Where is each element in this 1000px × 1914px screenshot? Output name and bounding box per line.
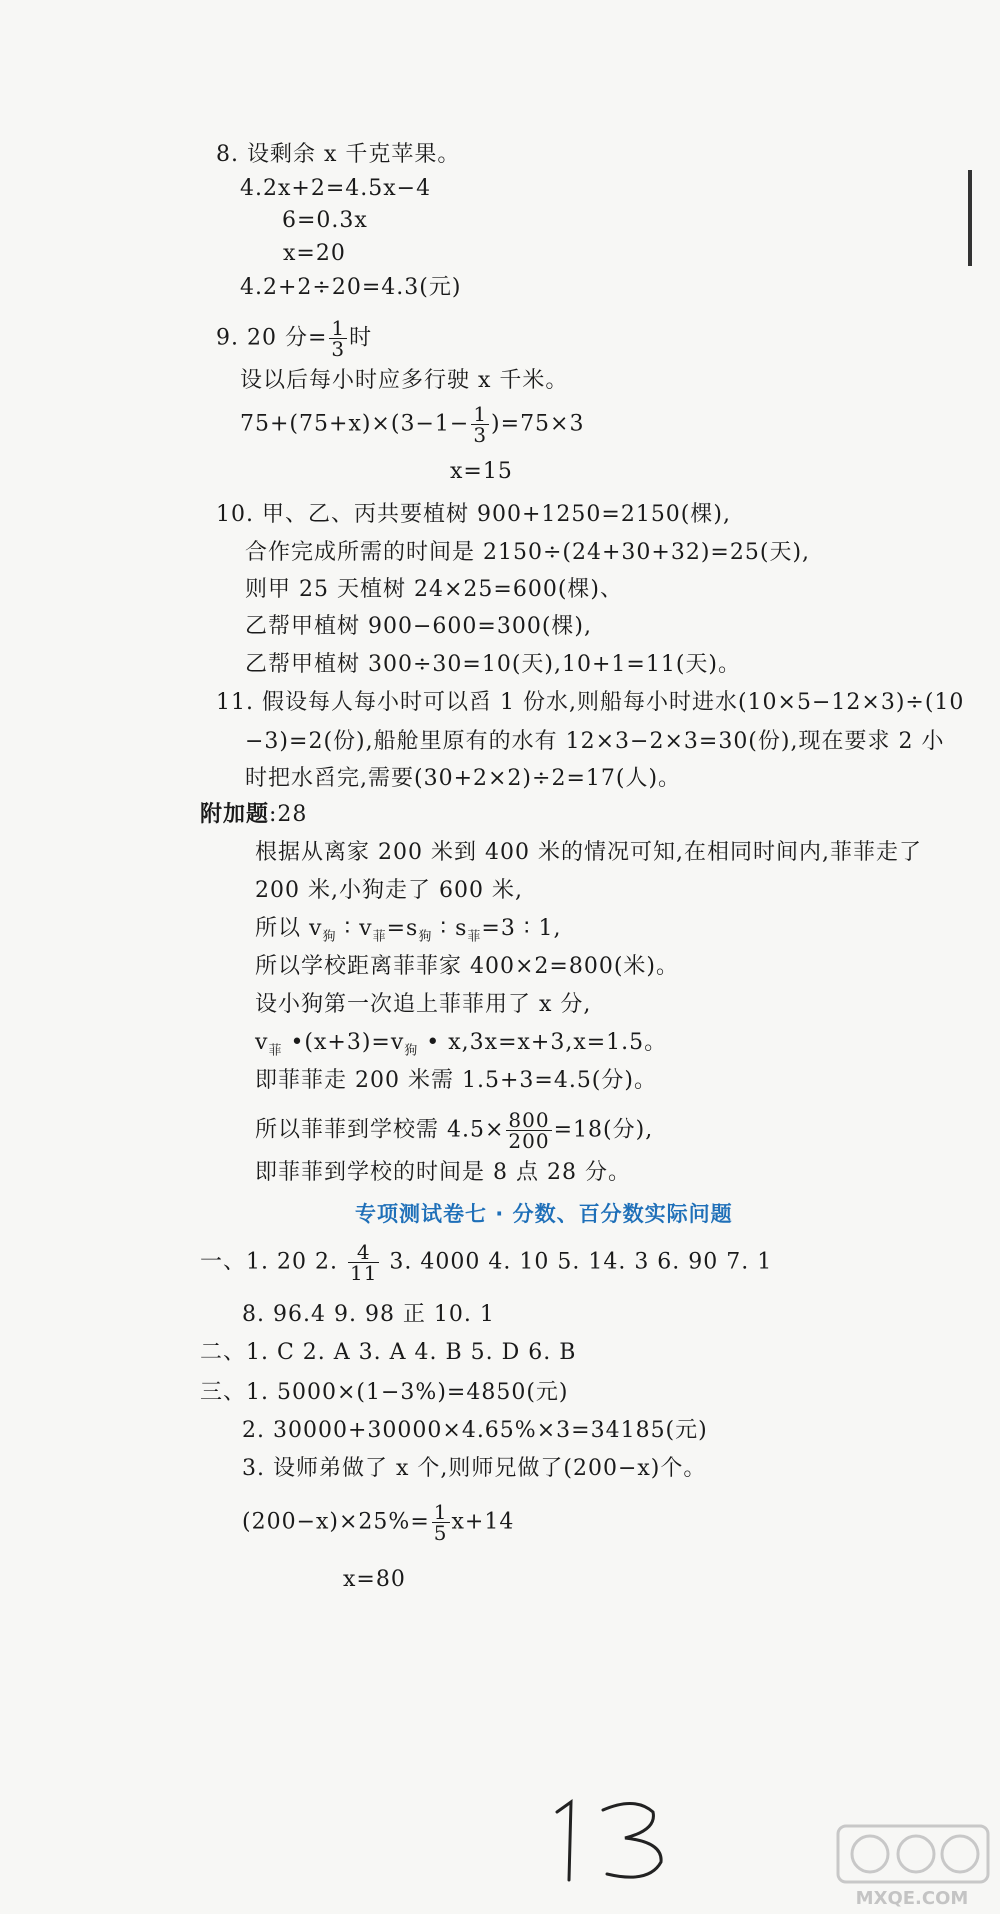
section-title: 专项测试卷七 · 分数、百分数实际问题 (355, 1202, 733, 1226)
q8-line-4: x=20 (283, 241, 346, 266)
q9-line-3: 75+(75+x)×(3−1− $\frac{1}{3}$ )=75×3 (240, 402, 585, 447)
q10-line-5: 乙帮甲植树 300÷30=10(天),10+1=11(天)。 (245, 652, 742, 677)
extra-line-8: 所以菲菲到学校需 4.5× $\frac{800}{200}$ =18(分), (255, 1108, 654, 1153)
extra-question-answer: :28 (269, 802, 308, 827)
part-3-line-5: x=80 (343, 1567, 406, 1592)
q9-line-4: x=15 (450, 459, 513, 484)
part-1-line-2: 8. 96.4 9. 98 正 10. 1 (242, 1302, 495, 1327)
extra-line-4: 所以学校距离菲菲家 400×2=800(米)。 (255, 954, 680, 979)
q8-line-3: 6=0.3x (282, 208, 368, 233)
extra-line-3: 所以 $v_狗$ ∶ $v_菲=s_狗$ ∶ $s_菲=3$ ∶ 1, (255, 916, 562, 945)
part-3-line-2: 2. 30000+30000×4.65%×3=34185(元) (242, 1418, 708, 1443)
part-1-line-1: 一、1. 20 2. $\frac{4}{11}$ 3. 4000 4. 10 5. 14. 3 6. 90 7. 1 (200, 1240, 773, 1285)
q10-line-3: 则甲 25 天植树 24×25=600(棵)、 (245, 577, 623, 602)
q9-line-1: 9. 20 分= $\frac{1}{3}$ 时 (216, 316, 373, 361)
extra-line-5: 设小狗第一次追上菲菲用了 x 分, (255, 992, 592, 1017)
q11-line-2: −3)=2(份),船舱里原有的水有 12×3−2×3=30(份),现在要求 2 小 (245, 729, 945, 754)
fraction-one-fifth: $\frac{1}{5}$ (433, 1500, 448, 1545)
q10-line-1: 10. 甲、乙、丙共要植树 900+1250=2150(棵), (216, 502, 731, 527)
q11-line-1: 11. 假设每人每小时可以舀 1 份水,则船每小时进水(10×5−12×3)÷(10 (216, 690, 965, 715)
extra-line-2: 200 米,小狗走了 600 米, (255, 878, 523, 903)
q8-line-1: 8. 设剩余 x 千克苹果。 (216, 142, 461, 167)
fraction-one-third: $\frac{1}{3}$ (331, 316, 346, 361)
extra-question-header (200, 800, 307, 830)
q10-line-4: 乙帮甲植树 900−600=300(棵), (245, 614, 592, 639)
extra-line-1: 根据从离家 200 米到 400 米的情况可知,在相同时间内,菲菲走了 (255, 840, 922, 865)
watermark-text: MXQE.COM (855, 1888, 969, 1909)
part-3-line-3: 3. 设师弟做了 x 个,则师兄做了(200−x)个。 (242, 1456, 707, 1481)
part-2-line: 二、1. C 2. A 3. A 4. B 5. D 6. B (200, 1340, 577, 1365)
q9-line-2: 设以后每小时应多行驶 x 千米。 (240, 368, 569, 393)
extra-question-label: 附加题 (200, 802, 270, 827)
fraction-one-third-b: $\frac{1}{3}$ (473, 402, 488, 447)
fraction-800-200: $\frac{800}{200}$ (508, 1108, 550, 1153)
q11-line-3: 时把水舀完,需要(30+2×2)÷2=17(人)。 (245, 766, 682, 791)
answer-logo-icon (830, 1820, 995, 1910)
q8-line-2: 4.2x+2=4.5x−4 (240, 176, 432, 201)
extra-line-9: 即菲菲到学校的时间是 8 点 28 分。 (255, 1160, 631, 1185)
extra-line-7: 即菲菲走 200 米需 1.5+3=4.5(分)。 (255, 1068, 657, 1093)
q10-line-2: 合作完成所需的时间是 2150÷(24+30+32)=25(天), (245, 540, 811, 565)
fraction-4-11: $\frac{4}{11}$ (349, 1240, 378, 1285)
handwritten-page-number (545, 1790, 695, 1885)
q8-line-5: 4.2+2÷20=4.3(元) (240, 275, 462, 300)
edge-scan-mark (968, 170, 972, 266)
part-3-line-4: (200−x)×25%= $\frac{1}{5}$ x+14 (242, 1500, 515, 1545)
part-3-line-1: 三、1. 5000×(1−3%)=4850(元) (200, 1380, 569, 1405)
extra-line-6: $v_菲$ $•(x+3)=v_狗$ • x,3x=x+3,x=1.5。 (255, 1030, 668, 1059)
